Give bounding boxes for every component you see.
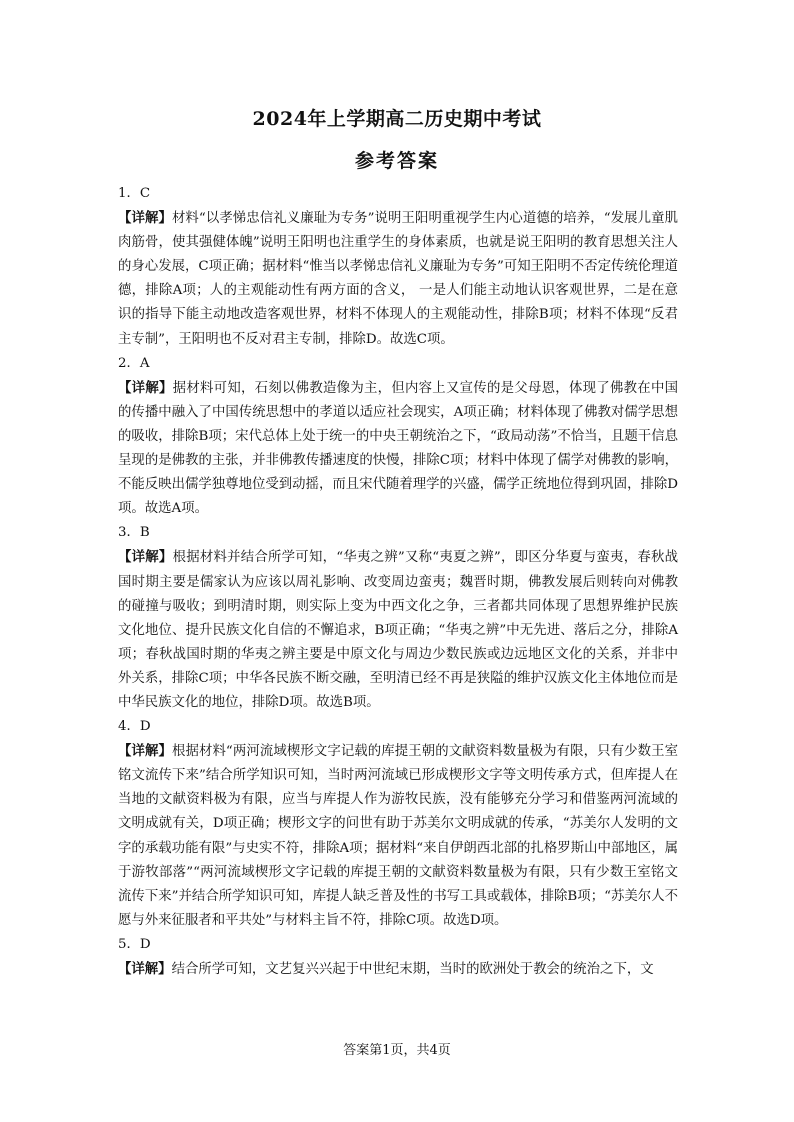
explanation-text: 材料“以孝悌忠信礼义廉耻为专务”说明王阳明重视学生内心道德的培养，“发展儿童肌肉筋骨，使其强健体魄”说明王阳明也注重学生的身体素质，也就是说王阳明的教育思想关注人的身心发展，C项正确；据材料“惟当以孝悌忠信礼义廉耻为专务”可知王阳明不否定传统伦理道德，排除A项；人的主观能动性有两方面的含义， 一是人们能主动地认识客观世界，二是在意识的指导下能主动地改造客观世界，材料不体现人的主观能动性，排除B项；材料不体现“反君主专制”，王阳明也不反对君主专制，排除D。故选C项。 bbox=[118, 211, 678, 347]
explanation-text: 根据材料“两河流域楔形文字记载的库提王朝的文献资料数量极为有限，只有少数王室铭文流传下来”结合所学知识可知，当时两河流域已形成楔形文字等文明传承方式，但库提人在当地的文献资料极为有限，应当与库提人作为游牧民族，没有能够充分学习和借鉴两河流域的文明成就有关，D项正确；楔形文字的问世有助于苏美尔文明成就的传承，“苏美尔人发明的文字的承载功能有限”与史实不符，排除A项；据材料“来自伊朗西北部的扎格罗斯山中部地区，属于游牧部落”“两河流域楔形文字记载的库提王朝的文献资料数量极为有限，只有少数王室铭文流传下来”并结合所学知识可知，库提人缺乏普及性的书写工具或载体，排除B项；“苏美尔人不愿与外来征服者和平共处”与材料主旨不符，排除C项。故选D项。 bbox=[118, 744, 679, 928]
page-subtitle: 参考答案 bbox=[354, 150, 439, 172]
answer-number: 5．D bbox=[118, 936, 151, 952]
explanation-tag: 【详解】 bbox=[118, 549, 173, 566]
page-title: 2024年上学期高二历史期中考试 bbox=[252, 108, 542, 130]
answer-list bbox=[118, 182, 678, 982]
answer-item-5 bbox=[118, 933, 678, 982]
page-footer: 答案第1页，共4页 bbox=[343, 1043, 451, 1058]
explanation-text: 据材料可知，石刻以佛教造像为主，但内容上又宣传的是父母恩，体现了佛教在中国的传播中融入了中国传统思想中的孝道以适应社会现实，A项正确；材料体现了佛教对儒学思想的吸收，排除B项；宋代总体上处于统一的中央王朝统治之下，“政局动荡”不恰当，且题干信息呈现的是佛教的主张，并非佛教传播速度的快慢，排除C项；材料中体现了儒学对佛教的影响，不能反映出儒学独尊地位受到动摇，而且宋代随着理学的兴盛，儒学正统地位得到巩固，排除D项。故选A项。 bbox=[118, 380, 679, 517]
answer-item-1 bbox=[118, 182, 678, 352]
answer-item-2 bbox=[118, 352, 678, 522]
explanation-text: 结合所学可知，文艺复兴兴起于中世纪末期，当时的欧洲处于教会的统治之下，文 bbox=[171, 962, 654, 977]
explanation-text: 根据材料并结合所学可知，“华夷之辨”又称“夷夏之辨”，即区分华夏与蛮夷，春秋战国时期主要是儒家认为应该以周礼影响、改变周边蛮夷；魏晋时期，佛教发展后则转向对佛教的碰撞与吸收；到明清时期，则实际上变为中西文化之争，三者都共同体现了思想界维护民族文化地位、提升民族文化自信的不懈追求，B项正确；“华夷之辨”中无先进、落后之分，排除A项；春秋战国时期的华夷之辨主要是中原文化与周边少数民族或边远地区文化的关系，并非中外关系，排除C项；中华各民族不断交融，至明清已经不再是狭隘的维护汉族文化主体地位而是中华民族文化的地位，排除D项。故选B项。 bbox=[118, 550, 679, 710]
answer-number: 3．B bbox=[118, 525, 150, 541]
answer-item-4 bbox=[118, 715, 678, 933]
explanation-tag: 【详解】 bbox=[118, 210, 172, 227]
answer-explanation bbox=[118, 376, 678, 522]
answer-number: 4．D bbox=[118, 719, 151, 735]
explanation-tag: 【详解】 bbox=[118, 379, 173, 396]
answer-explanation bbox=[118, 206, 678, 352]
explanation-tag: 【详解】 bbox=[118, 743, 172, 760]
explanation-tag: 【详解】 bbox=[118, 961, 172, 977]
answer-explanation bbox=[118, 957, 678, 982]
answer-explanation bbox=[118, 739, 678, 933]
answer-number: 2．A bbox=[118, 355, 150, 371]
answer-number: 1．C bbox=[118, 186, 151, 201]
answer-explanation bbox=[118, 545, 678, 715]
answer-item-3 bbox=[118, 521, 678, 715]
